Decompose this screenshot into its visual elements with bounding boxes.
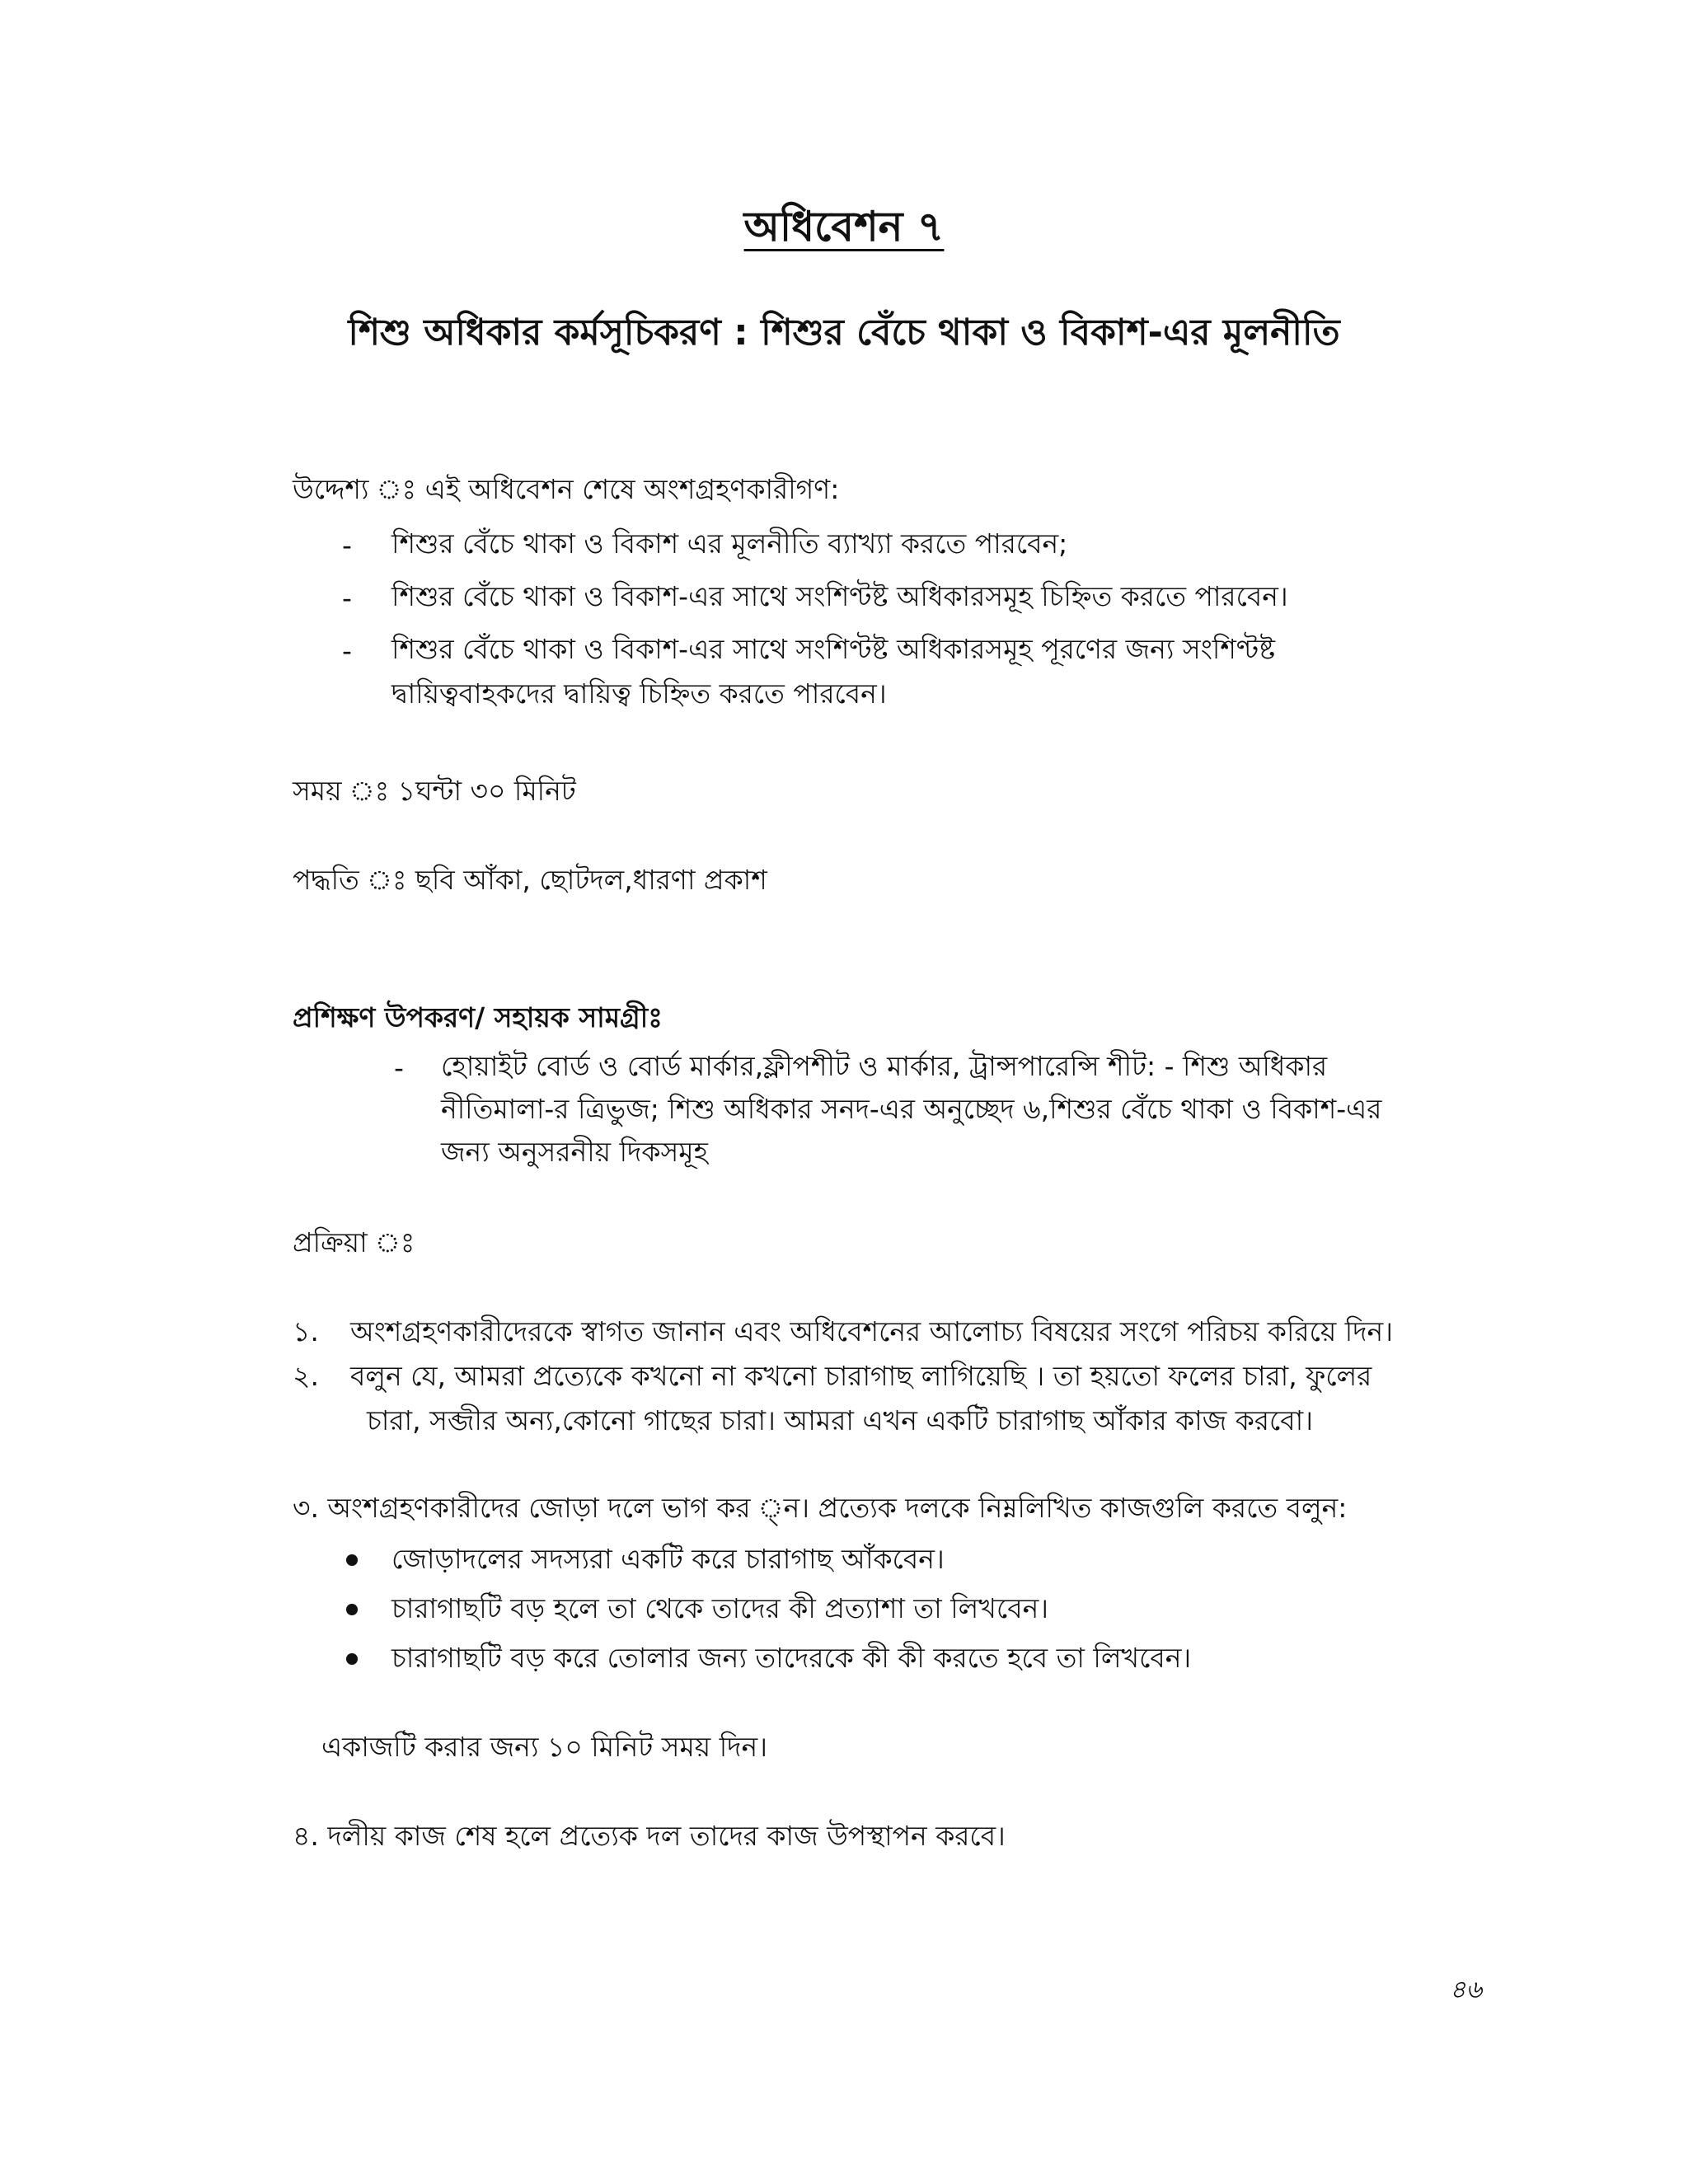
dash-marker: -	[342, 635, 352, 667]
bullet-dot	[346, 1653, 358, 1665]
bullet-dot	[346, 1554, 358, 1566]
dash-marker: -	[342, 582, 352, 614]
step-number: ২.	[293, 1360, 319, 1392]
session-title	[0, 196, 1688, 265]
process-heading: প্রক্রিয়া ঃ	[293, 1226, 415, 1258]
objective-item: শিশুর বেঁচে থাকা ও বিকাশ এর মূলনীতি ব্যাখ্যা করতে পারবেন;	[392, 527, 1068, 560]
step-2-text-continued: চারা, সব্জীর অন্য,কোনো গাছের চারা। আমরা এখন একটি চারাগাছ আঁকার কাজ করবো।	[367, 1404, 1313, 1436]
objective-item-continued: দ্বায়িত্ববাহকদের দ্বায়িত্ব চিহ্নিত করতে পারবেন।	[392, 677, 887, 710]
materials-line: জন্য অনুসরনীয় দিকসমূহ	[441, 1136, 708, 1168]
objectives-intro: উদ্দেশ্য ঃ এই অধিবেশন শেষে অংশগ্রহণকারীগণ:	[293, 473, 840, 505]
bullet-dot	[346, 1604, 358, 1615]
step-4-text: ৪. দলীয় কাজ শেষ হলে প্রত্যেক দল তাদের কাজ উপস্থাপন করবে।	[293, 1820, 1006, 1852]
step-3-note: একাজটি করার জন্য ১০ মিনিট সময় দিন।	[321, 1731, 767, 1763]
page-number: ৪৬	[1450, 1975, 1482, 2004]
step-number: ১.	[293, 1315, 319, 1347]
objective-item: শিশুর বেঁচে থাকা ও বিকাশ-এর সাথে সংশিণ্টষ্ট অধিকারসমূহ পূরণের জন্য সংশিণ্টষ্ট	[392, 633, 1276, 665]
step-3-text: ৩. অংশগ্রহণকারীদের জোড়া দলে ভাগ কর ্ন। প্রত্যেক দলকে নিম্নলিখিত কাজগুলি করতে বলুন:	[293, 1492, 1348, 1524]
objective-item: শিশুর বেঁচে থাকা ও বিকাশ-এর সাথে সংশিণ্টষ্ট অধিকারসমূহ চিহ্নিত করতে পারবেন।	[392, 580, 1288, 612]
step-1-text: অংশগ্রহণকারীদেরকে স্বাগত জানান এবং অধিবেশনের আলোচ্য বিষয়ের সংগে পরিচয় করিয়ে দিন।	[350, 1315, 1394, 1347]
materials-heading: প্রশিক্ষণ উপকরণ/ সহায়ক সামগ্রীঃ	[293, 1001, 663, 1033]
materials-line: হোয়াইট বোর্ড ও বোর্ড মার্কার,ফ্লীপশীট ও মার্কার, ট্রান্সপারেন্সি শীট: - শিশু অধিকার	[441, 1050, 1328, 1082]
session-method: পদ্ধতি ঃ ছবি আঁকা, ছোটদল,ধারণা প্রকাশ	[293, 864, 767, 896]
step-2-text: বলুন যে, আমরা প্রত্যেকে কখনো না কখনো চারাগাছ লাগিয়েছি । তা হয়তো ফলের চারা, ফুলের	[350, 1360, 1372, 1392]
dash-marker: -	[342, 529, 352, 561]
step-3-bullet: জোড়াদলের সদস্যরা একটি করে চারাগাছ আঁকবেন।	[392, 1543, 945, 1575]
dash-marker: -	[394, 1052, 404, 1084]
session-title-text: অধিবেশন ৭	[743, 203, 945, 251]
main-heading: শিশু অধিকার কর্মসূচিকরণ : শিশুর বেঁচে থাকা ও বিকাশ-এর মূলনীতি	[348, 312, 1340, 354]
session-time: সময় ঃ ১ঘন্টা ৩০ মিনিট	[293, 775, 576, 807]
step-3-bullet: চারাগাছটি বড় হলে তা থেকে তাদের কী প্রত্যাশা তা লিখবেন।	[392, 1592, 1049, 1624]
materials-line: নীতিমালা-র ত্রিভুজ; শিশু অধিকার সনদ-এর অনুচ্ছেদ ৬,শিশুর বেঁচে থাকা ও বিকাশ-এর	[441, 1093, 1382, 1125]
step-3-bullet: চারাগাছটি বড় করে তোলার জন্য তাদেরকে কী কী করতে হবে তা লিখবেন।	[392, 1642, 1192, 1674]
